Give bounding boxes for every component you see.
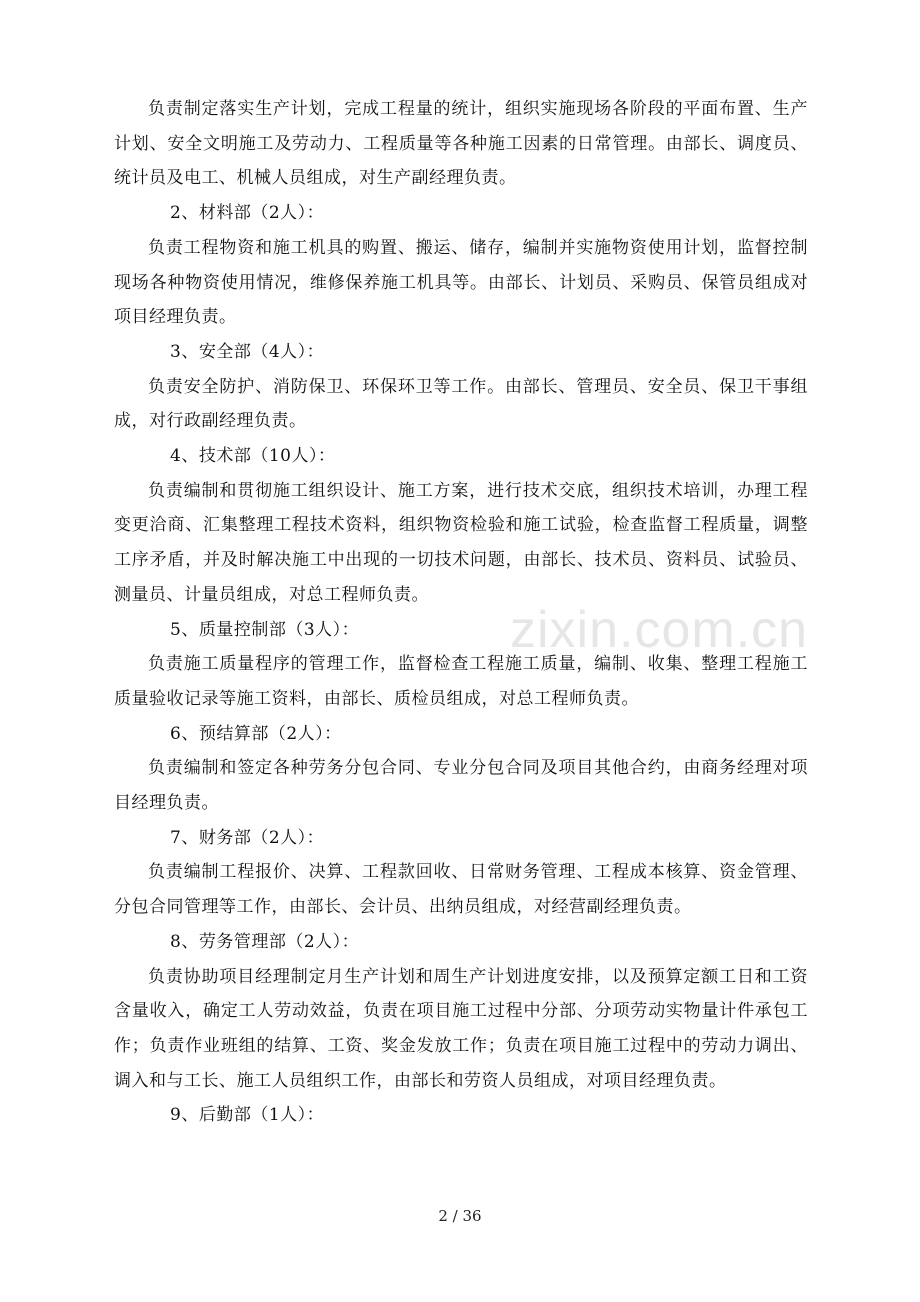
- section-heading: 5、质量控制部（3人）：: [170, 619, 360, 640]
- paragraph: 负责安全防护、消防保卫、环保环卫等工作。由部长、管理员、安全员、保卫干事组成，对行政副经理负责。: [114, 376, 808, 432]
- paragraph: 负责制定落实生产计划，完成工程量的统计，组织实施现场各阶段的平面布置、生产计划、安全文明施工及劳动力、工程质量等各种施工因素的日常管理。由部长、调度员、统计员及电工、机械人员组成，对生产副经理负责。: [114, 99, 808, 189]
- watermark: zixin.com.cn: [510, 601, 809, 659]
- section-heading: 6、预结算部（2人）：: [170, 723, 342, 744]
- section-heading: 7、财务部（2人）：: [170, 827, 325, 848]
- document-body: [114, 92, 808, 1133]
- page-number: 2 / 36: [438, 1207, 482, 1225]
- paragraph: 负责协助项目经理制定月生产计划和周生产计划进度安排，以及预算定额工日和工资含量收入，确定工人劳动效益，负责在项目施工过程中分部、分项劳动实物量计件承包工作；负责作业班组的结算、工资、奖金发放工作；负责在项目施工过程中的劳动力调出、调入和与工长、施工人员组织工作，由部长和劳资人员组成，对项目经理负责。: [114, 966, 808, 1091]
- paragraph: 负责施工质量程序的管理工作，监督检查工程施工质量，编制、收集、整理工程施工质量验收记录等施工资料，由部长、质检员组成，对总工程师负责。: [114, 654, 808, 709]
- paragraph: 负责编制和签定各种劳务分包合同、专业分包合同及项目其他合约，由商务经理对项目经理负责。: [114, 758, 808, 814]
- paragraph: 负责编制工程报价、决算、工程款回收、日常财务管理、工程成本核算、资金管理、分包合同管理等工作，由部长、会计员、出纳员组成，对经营副经理负责。: [114, 862, 808, 918]
- paragraph: 负责编制和贯彻施工组织设计、施工方案，进行技术交底，组织技术培训，办理工程变更洽商、汇集整理工程技术资料，组织物资检验和施工试验，检查监督工程质量，调整工序矛盾，并及时解决施工中出现的一切技术问题，由部长、技术员、资料员、试验员、测量员、计量员组成，对总工程师负责。: [114, 480, 808, 605]
- paragraph: 负责工程物资和施工机具的购置、搬运、储存，编制并实施物资使用计划，监督控制现场各种物资使用情况，维修保养施工机具等。由部长、计划员、采购员、保管员组成对项目经理负责。: [114, 237, 808, 328]
- section-heading: 3、安全部（4人）：: [170, 341, 325, 362]
- section-heading: 8、劳务管理部（2人）：: [170, 931, 360, 952]
- section-heading: 9、后勤部（1人）：: [170, 1105, 325, 1126]
- section-heading: 2、材料部（2人）：: [170, 203, 325, 224]
- section-heading: 4、技术部（10人）：: [170, 446, 336, 467]
